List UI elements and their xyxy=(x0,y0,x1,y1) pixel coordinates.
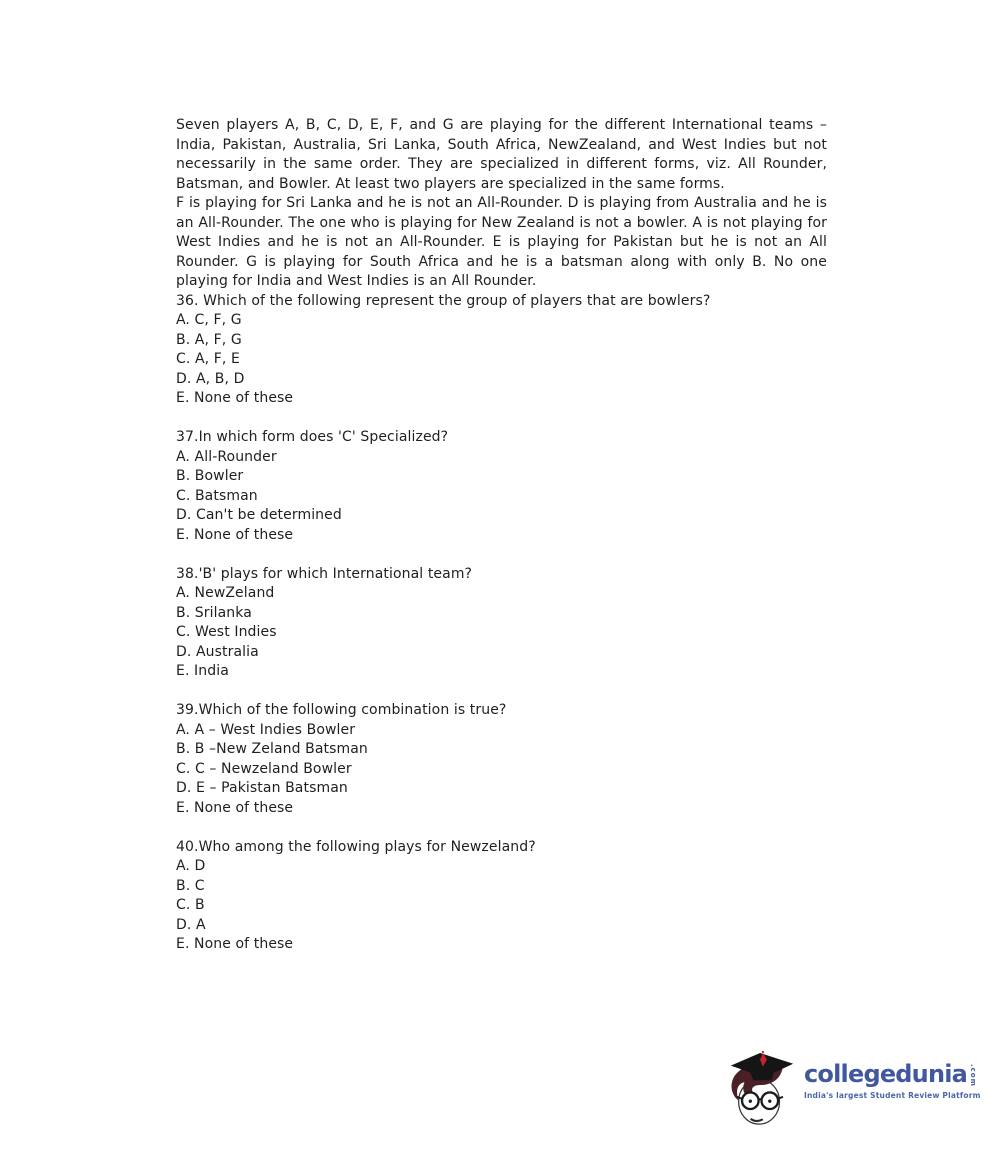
question-paper-content xyxy=(176,116,827,955)
question-option: B. Srilanka xyxy=(176,604,252,621)
logo-wordmark: collegedunia xyxy=(804,1060,968,1088)
logo-domain-suffix: .com xyxy=(969,1064,978,1087)
question-text: 40.Who among the following plays for Newzeland? xyxy=(176,838,536,855)
collegedunia-mascot-icon xyxy=(724,1051,800,1129)
question-option: D. A xyxy=(176,916,206,933)
logo-tagline: India's largest Student Review Platform xyxy=(804,1090,981,1100)
passage-paragraph-2: F is playing for Sri Lanka and he is not an All-Rounder. D is playing from Australia and he is an All-Rounder. The one who is playing for New Zealand is not a bowler. A is not playing for West Indies and he is not an All-Rounder. E is playing for Pakistan but he is not an All Rounder. G is playing for South Africa and he is a batsman along with only B. No one playing for India and West Indies is an All Rounder. xyxy=(176,195,827,289)
question-option: C. B xyxy=(176,897,205,913)
question-38 xyxy=(176,565,827,682)
question-option: E. None of these xyxy=(176,526,294,543)
question-option: D. Can't be determined xyxy=(176,507,342,523)
logo-text-block xyxy=(804,1051,981,1100)
question-option: B. B –New Zeland Batsman xyxy=(176,741,368,757)
question-option: C. C – Newzeland Bowler xyxy=(176,760,352,777)
question-option: E. None of these xyxy=(176,390,294,406)
question-36 xyxy=(176,292,827,409)
question-text: 37.In which form does 'C' Specialized? xyxy=(176,429,449,445)
question-option: E. India xyxy=(176,663,229,679)
question-option: A. NewZeland xyxy=(176,585,275,601)
question-option: D. Australia xyxy=(176,643,259,660)
question-39 xyxy=(176,701,827,818)
question-option: D. A, B, D xyxy=(176,370,245,387)
question-option: B. C xyxy=(176,877,205,894)
question-option: A. D xyxy=(176,858,206,874)
collegedunia-logo xyxy=(724,1051,981,1129)
question-option: B. Bowler xyxy=(176,468,244,484)
question-text: 36. Which of the following represent the group of players that are bowlers? xyxy=(176,292,711,309)
question-text: 39.Which of the following combination is true? xyxy=(176,702,507,718)
question-40 xyxy=(176,838,827,955)
question-option: C. A, F, E xyxy=(176,351,240,367)
question-option: C. West Indies xyxy=(176,624,277,640)
passage-paragraph-1: Seven players A, B, C, D, E, F, and G are playing for the different International teams – India, Pakistan, Australia, Sri Lanka, South Africa, NewZealand, and West Indies but not necessarily in the same order. They are specialized in different forms, viz. All Rounder, Batsman, and Bowler. At least two players are specialized in the same forms. xyxy=(176,117,827,192)
question-option: B. A, F, G xyxy=(176,331,242,348)
question-option: E. None of these xyxy=(176,936,294,952)
question-37 xyxy=(176,428,827,545)
question-option: D. E – Pakistan Batsman xyxy=(176,780,348,796)
question-option: A. C, F, G xyxy=(176,312,242,328)
question-text: 38.'B' plays for which International team? xyxy=(176,565,473,582)
question-option: E. None of these xyxy=(176,799,294,816)
question-option: C. Batsman xyxy=(176,487,258,504)
question-option: A. All-Rounder xyxy=(176,448,277,465)
question-option: A. A – West Indies Bowler xyxy=(176,721,356,738)
